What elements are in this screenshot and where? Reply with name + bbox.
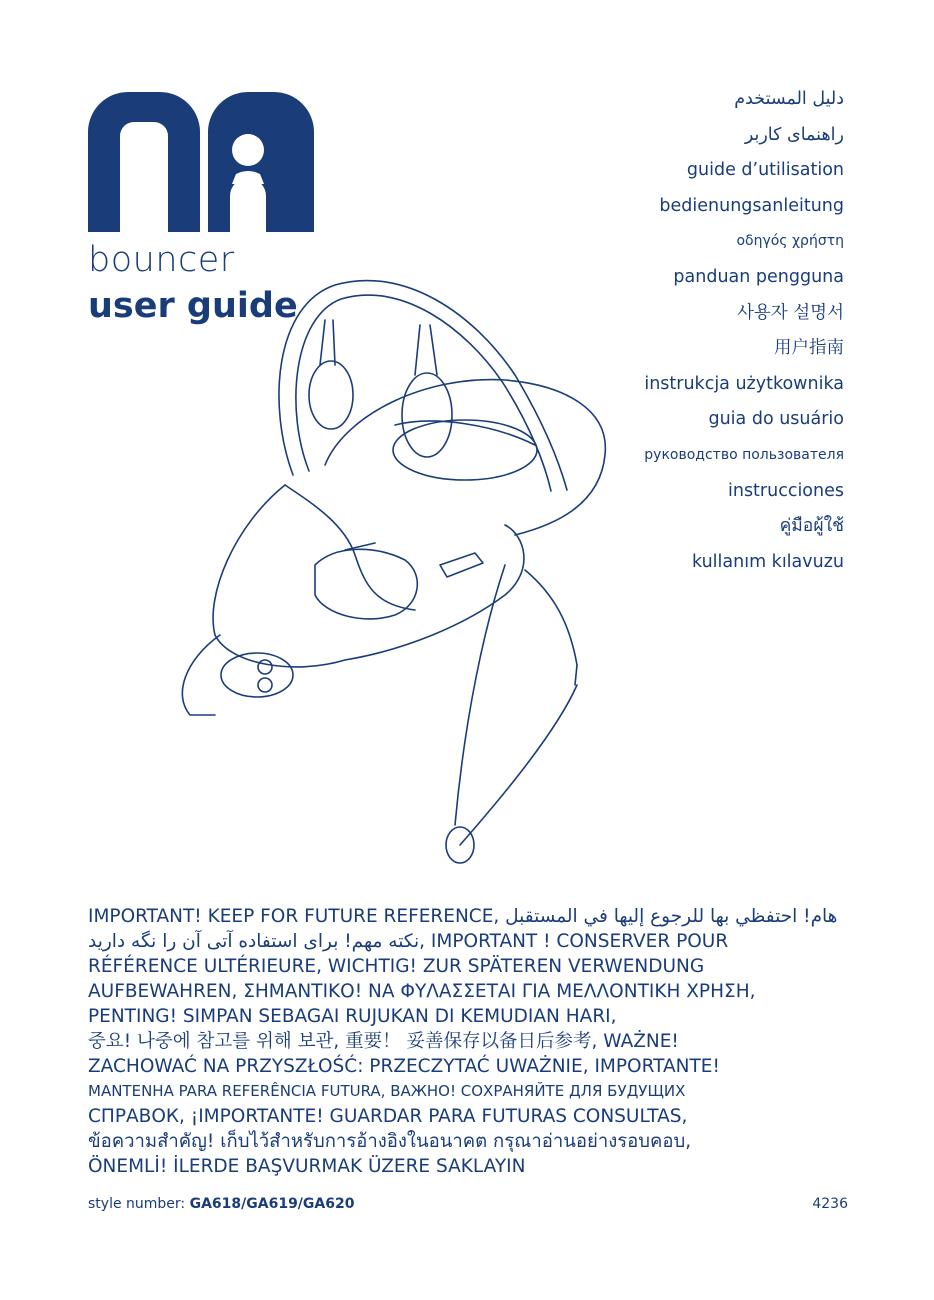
language-item: 사용자 설명서 xyxy=(737,302,844,323)
language-item: دليل المستخدم xyxy=(734,89,844,109)
style-number xyxy=(88,1196,354,1212)
mothercare-logo-icon xyxy=(88,92,314,232)
important-notice xyxy=(88,904,858,1179)
language-item: instrukcja użytkownika xyxy=(644,373,844,394)
document-code: 4236 xyxy=(812,1196,848,1212)
language-item: kullanım kılavuzu xyxy=(691,551,844,572)
notice-line: ZACHOWAĆ NA PRZYSZŁOŚĆ: PRZECZYTAĆ UWAŻNIE, IMPORTANTE! xyxy=(88,1056,720,1077)
language-item: راهنمای کاربر xyxy=(744,124,844,145)
language-item: guide d’utilisation xyxy=(686,160,844,181)
language-item: panduan pengguna xyxy=(673,266,844,287)
notice-line: ÖNEMLİ! İLERDE BAŞVURMAK ÜZERE SAKLAYIN xyxy=(88,1156,526,1177)
language-item: instrucciones xyxy=(727,480,844,501)
notice-line: ข้อความสำคัญ! เก็บไว้สำหรับการอ้างอิงในอนาคต กรุณาอ่านอย่างรอบคอบ, xyxy=(88,1131,692,1152)
notice-line: نکته مهم! برای استفاده آتی آن را نگه دارید, IMPORTANT ! CONSERVER POUR xyxy=(88,931,729,952)
language-item: руководство пользователя xyxy=(644,446,844,463)
language-item: 用户指南 xyxy=(774,338,844,359)
language-item: guia do usuário xyxy=(708,409,844,430)
document-title: user guide xyxy=(88,286,298,326)
notice-line: MANTENHA PARA REFERÊNCIA FUTURA, ВАЖНО! СОХРАНЯЙТЕ ДЛЯ БУДУЩИХ xyxy=(88,1082,686,1100)
notice-line: СПРАВОК, ¡IMPORTANTE! GUARDAR PARA FUTURAS CONSULTAS, xyxy=(88,1106,688,1127)
language-item: οδηγός χρήστη xyxy=(736,233,844,250)
notice-line: PENTING! SIMPAN SEBAGAI RUJUKAN DI KEMUDIAN HARI, xyxy=(88,1006,617,1027)
style-number-label: style number: xyxy=(88,1196,190,1212)
notice-line: RÉFÉRENCE ULTÉRIEURE, WICHTIG! ZUR SPÄTEREN VERWENDUNG xyxy=(88,956,705,977)
product-name: bouncer xyxy=(88,240,235,280)
style-number-value: GA618/GA619/GA620 xyxy=(189,1196,355,1212)
bouncer-illustration xyxy=(175,265,635,885)
notice-line: IMPORTANT! KEEP FOR FUTURE REFERENCE, هام! احتفظي بها للرجوع إليها في المستقبل xyxy=(88,906,838,927)
language-item: bedienungsanleitung xyxy=(659,195,844,216)
language-item: คู่มือผู้ใช้ xyxy=(779,516,844,537)
notice-line: 중요! 나중에 참고를 위해 보관, 重要！ 妥善保存以备日后参考, WAŻNE! xyxy=(88,1031,679,1052)
notice-line: AUFBEWAHREN, ΣΗΜΑΝΤΙΚΟ! ΝΑ ΦΥΛΑΣΣΕΤΑΙ ΓΙΑ ΜΕΛΛΟΝΤΙΚΗ ΧΡΗΣΗ, xyxy=(88,981,756,1002)
